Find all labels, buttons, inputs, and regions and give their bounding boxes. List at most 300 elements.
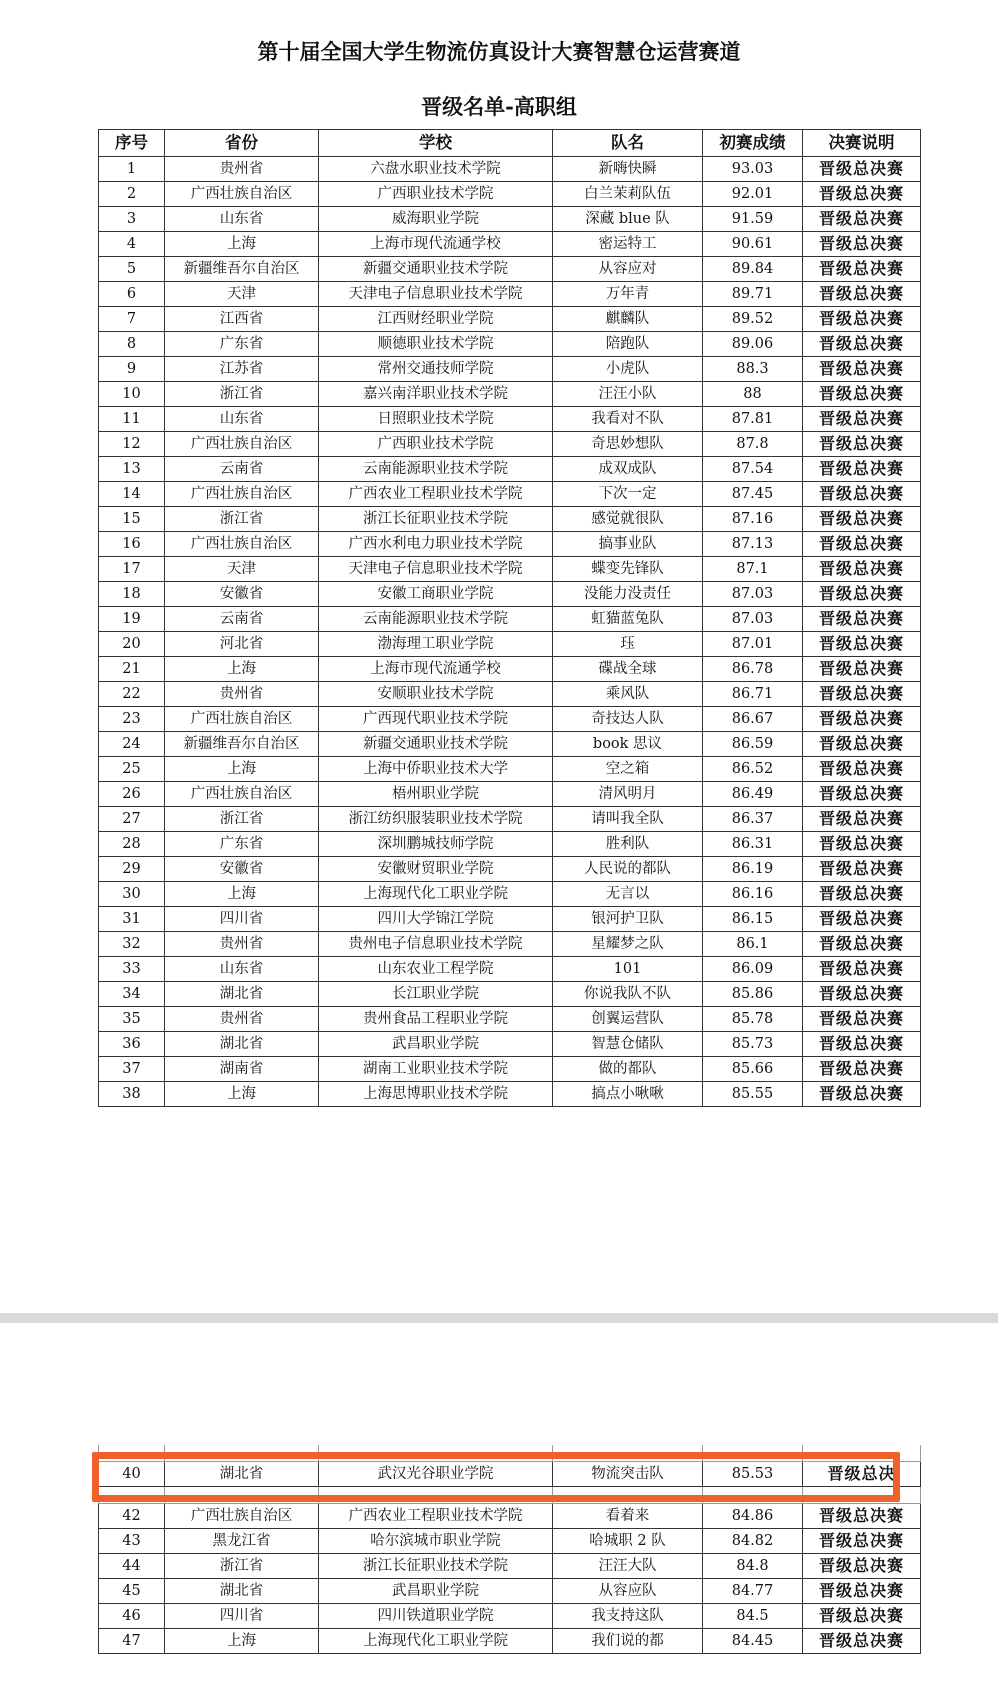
cell-province: 湖北省 <box>165 1462 319 1487</box>
cell-score: 86.71 <box>703 682 803 707</box>
cell-index: 40 <box>99 1462 165 1487</box>
cell-score: 86.09 <box>703 957 803 982</box>
cell-result: 晋级总决赛 <box>803 1579 921 1604</box>
cell-team: 新嗨快瞬 <box>553 157 703 182</box>
cell-team: 做的都队 <box>553 1057 703 1082</box>
cell-team: 珏 <box>553 632 703 657</box>
cell-result: 晋级总决赛 <box>803 657 921 682</box>
table-row <box>99 232 921 257</box>
cell-school: 贵州食品工程职业学院 <box>319 1007 553 1032</box>
cell-school: 武汉光谷职业学院 <box>319 1462 553 1487</box>
cell-province: 黑龙江省 <box>165 1529 319 1554</box>
cell-team: 银河护卫队 <box>553 907 703 932</box>
table-row <box>99 357 921 382</box>
cell-province: 广西壮族自治区 <box>165 707 319 732</box>
cell-province: 上海 <box>165 1629 319 1654</box>
cell-score: 85.73 <box>703 1032 803 1057</box>
cell-score: 85.86 <box>703 982 803 1007</box>
cell-province: 安徽省 <box>165 582 319 607</box>
cell-result: 晋级总决赛 <box>803 257 921 282</box>
cell-team: 你说我队不队 <box>553 982 703 1007</box>
cell-index: 7 <box>99 307 165 332</box>
cell-school: 长江职业学院 <box>319 982 553 1007</box>
cell-index: 22 <box>99 682 165 707</box>
cell-score: 86.59 <box>703 732 803 757</box>
cell-score: 91.59 <box>703 207 803 232</box>
cell-score: 85.78 <box>703 1007 803 1032</box>
cell-result: 晋级总决赛 <box>803 982 921 1007</box>
cell-team: 我支持这队 <box>553 1604 703 1629</box>
cell-team: 密运特工 <box>553 232 703 257</box>
cell-school: 云南能源职业技术学院 <box>319 607 553 632</box>
cell-school: 上海现代化工职业学院 <box>319 1629 553 1654</box>
cell-result: 晋级总决赛 <box>803 807 921 832</box>
cell-province: 四川省 <box>165 907 319 932</box>
cell-school: 安徽财贸职业学院 <box>319 857 553 882</box>
cell-team: 奇思妙想队 <box>553 432 703 457</box>
cell-score: 84.77 <box>703 1579 803 1604</box>
cell-province: 四川省 <box>165 1604 319 1629</box>
cell-score: 86.37 <box>703 807 803 832</box>
table-row <box>99 857 921 882</box>
cell-team: 智慧仓储队 <box>553 1032 703 1057</box>
cell-team: 从容应队 <box>553 1579 703 1604</box>
cell-school: 广西水利电力职业技术学院 <box>319 532 553 557</box>
cell-index: 17 <box>99 557 165 582</box>
cell-province: 贵州省 <box>165 682 319 707</box>
cell-province: 安徽省 <box>165 857 319 882</box>
cell-school: 哈尔滨城市职业学院 <box>319 1529 553 1554</box>
cell-team: 奇技达人队 <box>553 707 703 732</box>
cell-score: 89.06 <box>703 332 803 357</box>
table-row <box>99 882 921 907</box>
cell-team: 搞点小啾啾 <box>553 1082 703 1107</box>
cell-result: 晋级总决赛 <box>803 732 921 757</box>
cell-school: 浙江长征职业技术学院 <box>319 1554 553 1579</box>
cell-result: 晋级总决赛 <box>803 907 921 932</box>
cell-province: 山东省 <box>165 407 319 432</box>
cell-province: 湖北省 <box>165 982 319 1007</box>
cell-province: 广西壮族自治区 <box>165 432 319 457</box>
cell-result: 晋级总决赛 <box>803 682 921 707</box>
cell-result: 晋级总决赛 <box>803 932 921 957</box>
cell-school: 嘉兴南洋职业技术学院 <box>319 382 553 407</box>
cell-score: 87.01 <box>703 632 803 657</box>
cell-province: 山东省 <box>165 957 319 982</box>
cell-team: 我看对不队 <box>553 407 703 432</box>
table-row <box>99 1057 921 1082</box>
cell-school: 新疆交通职业技术学院 <box>319 732 553 757</box>
cell-index: 9 <box>99 357 165 382</box>
table-row <box>99 207 921 232</box>
cell-index: 28 <box>99 832 165 857</box>
cell-score: 85.55 <box>703 1082 803 1107</box>
cell-index: 30 <box>99 882 165 907</box>
table-row <box>99 982 921 1007</box>
cell-team: 101 <box>553 957 703 982</box>
table-row <box>99 432 921 457</box>
cell-result: 晋级总决赛 <box>803 1007 921 1032</box>
cell-team: book 思议 <box>553 732 703 757</box>
cell-result: 晋级总决赛 <box>803 1504 921 1529</box>
cell-province: 天津 <box>165 557 319 582</box>
cell-score: 86.19 <box>703 857 803 882</box>
cell-team: 成双成队 <box>553 457 703 482</box>
table-row <box>99 332 921 357</box>
cell-team: 汪汪大队 <box>553 1554 703 1579</box>
cell-index: 5 <box>99 257 165 282</box>
table-row <box>99 907 921 932</box>
cell-result: 晋级总决赛 <box>803 857 921 882</box>
cell-index: 31 <box>99 907 165 932</box>
cell-score: 89.84 <box>703 257 803 282</box>
cell-province: 河北省 <box>165 632 319 657</box>
cell-province: 浙江省 <box>165 507 319 532</box>
cell-team: 蝶变先锋队 <box>553 557 703 582</box>
cell-school: 云南能源职业技术学院 <box>319 457 553 482</box>
cell-score: 86.1 <box>703 932 803 957</box>
cell-result: 晋级总决赛 <box>803 157 921 182</box>
cell-score: 87.13 <box>703 532 803 557</box>
cell-school: 四川铁道职业学院 <box>319 1604 553 1629</box>
table-row <box>99 1629 921 1654</box>
cell-province: 天津 <box>165 282 319 307</box>
cell-team: 下次一定 <box>553 482 703 507</box>
cell-school: 广西职业技术学院 <box>319 182 553 207</box>
cell-result: 晋级总决赛 <box>803 782 921 807</box>
cell-school: 上海市现代流通学校 <box>319 232 553 257</box>
table-row <box>99 557 921 582</box>
cell-province: 浙江省 <box>165 807 319 832</box>
cell-province: 广西壮族自治区 <box>165 482 319 507</box>
cell-index: 36 <box>99 1032 165 1057</box>
cell-province: 上海 <box>165 757 319 782</box>
cell-team: 请叫我全队 <box>553 807 703 832</box>
cell-index: 24 <box>99 732 165 757</box>
table-row <box>99 1529 921 1554</box>
cell-index: 45 <box>99 1579 165 1604</box>
cell-score: 86.78 <box>703 657 803 682</box>
cell-index: 10 <box>99 382 165 407</box>
cell-school: 贵州电子信息职业技术学院 <box>319 932 553 957</box>
table-row <box>99 1504 921 1529</box>
cell-score: 85.53 <box>703 1462 803 1487</box>
cell-school: 四川大学锦江学院 <box>319 907 553 932</box>
cell-school: 广西现代职业技术学院 <box>319 707 553 732</box>
cell-result: 晋级总决赛 <box>803 557 921 582</box>
cell-school: 天津电子信息职业技术学院 <box>319 557 553 582</box>
cell-index: 2 <box>99 182 165 207</box>
cell-school: 武昌职业学院 <box>319 1579 553 1604</box>
table-row <box>99 282 921 307</box>
cell-result: 晋级总决 <box>803 1462 921 1487</box>
cell-score: 89.71 <box>703 282 803 307</box>
cell-school: 浙江纺织服装职业技术学院 <box>319 807 553 832</box>
highlight-box <box>92 1452 900 1502</box>
cell-team: 虹猫蓝兔队 <box>553 607 703 632</box>
cell-index: 12 <box>99 432 165 457</box>
cell-team: 从容应对 <box>553 257 703 282</box>
cell-result: 晋级总决赛 <box>803 1032 921 1057</box>
table-row <box>99 632 921 657</box>
table-row <box>99 607 921 632</box>
cell-province: 新疆维吾尔自治区 <box>165 732 319 757</box>
cell-school: 浙江长征职业技术学院 <box>319 507 553 532</box>
document-subtitle: 晋级名单-高职组 <box>421 94 577 119</box>
cell-school: 上海思博职业技术学院 <box>319 1082 553 1107</box>
cell-school: 深圳鹏城技师学院 <box>319 832 553 857</box>
table-row <box>99 782 921 807</box>
cell-index: 35 <box>99 1007 165 1032</box>
cell-index: 27 <box>99 807 165 832</box>
table-row <box>99 757 921 782</box>
cell-province: 云南省 <box>165 457 319 482</box>
cell-index: 3 <box>99 207 165 232</box>
document-title: 第十届全国大学生物流仿真设计大赛智慧仓运营赛道 <box>257 39 741 64</box>
cell-score: 88.3 <box>703 357 803 382</box>
table-row <box>99 382 921 407</box>
table-row <box>99 157 921 182</box>
cell-result: 晋级总决赛 <box>803 707 921 732</box>
cell-result: 晋级总决赛 <box>803 1057 921 1082</box>
cell-result: 晋级总决赛 <box>803 382 921 407</box>
cell-score: 87.8 <box>703 432 803 457</box>
cell-school: 安徽工商职业学院 <box>319 582 553 607</box>
cell-team: 碟战全球 <box>553 657 703 682</box>
table-row <box>99 507 921 532</box>
cell-team: 胜利队 <box>553 832 703 857</box>
cell-index: 26 <box>99 782 165 807</box>
table-row <box>99 832 921 857</box>
cell-school: 威海职业学院 <box>319 207 553 232</box>
ranking-table <box>98 129 921 1107</box>
table-row <box>99 407 921 432</box>
cell-result: 晋级总决赛 <box>803 1604 921 1629</box>
cell-score: 90.61 <box>703 232 803 257</box>
cell-score: 86.52 <box>703 757 803 782</box>
cell-index: 32 <box>99 932 165 957</box>
cell-result: 晋级总决赛 <box>803 532 921 557</box>
cell-result: 晋级总决赛 <box>803 582 921 607</box>
cell-province: 广西壮族自治区 <box>165 782 319 807</box>
cell-result: 晋级总决赛 <box>803 432 921 457</box>
cell-team: 汪汪小队 <box>553 382 703 407</box>
cell-team: 万年青 <box>553 282 703 307</box>
table-row <box>99 482 921 507</box>
cell-score: 93.03 <box>703 157 803 182</box>
cell-school: 常州交通技师学院 <box>319 357 553 382</box>
cell-score: 86.16 <box>703 882 803 907</box>
cell-team: 没能力没责任 <box>553 582 703 607</box>
cell-result: 晋级总决赛 <box>803 407 921 432</box>
cell-result: 晋级总决赛 <box>803 1554 921 1579</box>
cell-school: 日照职业技术学院 <box>319 407 553 432</box>
cell-team: 物流突击队 <box>553 1462 703 1487</box>
cell-index: 25 <box>99 757 165 782</box>
cell-team: 陪跑队 <box>553 332 703 357</box>
cell-index: 16 <box>99 532 165 557</box>
cell-index: 33 <box>99 957 165 982</box>
cell-result: 晋级总决赛 <box>803 457 921 482</box>
cell-index: 37 <box>99 1057 165 1082</box>
cell-team: 我们说的都 <box>553 1629 703 1654</box>
cell-team: 乘风队 <box>553 682 703 707</box>
cell-result: 晋级总决赛 <box>803 1082 921 1107</box>
cell-school: 渤海理工职业学院 <box>319 632 553 657</box>
cell-index: 29 <box>99 857 165 882</box>
cell-team: 清风明月 <box>553 782 703 807</box>
cell-team: 感觉就很队 <box>553 507 703 532</box>
table-row <box>99 1032 921 1057</box>
cell-score: 84.45 <box>703 1629 803 1654</box>
cell-school: 六盘水职业技术学院 <box>319 157 553 182</box>
cell-score: 84.5 <box>703 1604 803 1629</box>
cell-team: 小虎队 <box>553 357 703 382</box>
cell-province: 江苏省 <box>165 357 319 382</box>
cell-province: 上海 <box>165 882 319 907</box>
cell-result: 晋级总决赛 <box>803 632 921 657</box>
table-row <box>99 582 921 607</box>
cell-result: 晋级总决赛 <box>803 232 921 257</box>
header-province: 省份 <box>165 130 319 157</box>
header-score: 初赛成绩 <box>703 130 803 157</box>
header-index: 序号 <box>99 130 165 157</box>
cell-school: 山东农业工程学院 <box>319 957 553 982</box>
cell-index: 20 <box>99 632 165 657</box>
header-team: 队名 <box>553 130 703 157</box>
table-row <box>99 532 921 557</box>
cell-index: 11 <box>99 407 165 432</box>
table-row <box>99 932 921 957</box>
cell-result: 晋级总决赛 <box>803 507 921 532</box>
cell-team: 创翼运营队 <box>553 1007 703 1032</box>
table-row <box>99 957 921 982</box>
cell-index: 8 <box>99 332 165 357</box>
cell-team: 空之箱 <box>553 757 703 782</box>
cell-result: 晋级总决赛 <box>803 182 921 207</box>
cell-score: 87.1 <box>703 557 803 582</box>
cell-province: 浙江省 <box>165 1554 319 1579</box>
cell-result: 晋级总决赛 <box>803 282 921 307</box>
cell-result: 晋级总决赛 <box>803 1529 921 1554</box>
cell-team: 深藏 blue 队 <box>553 207 703 232</box>
cell-team: 无言以 <box>553 882 703 907</box>
cell-school: 广西职业技术学院 <box>319 432 553 457</box>
cell-team: 哈城职 2 队 <box>553 1529 703 1554</box>
cell-province: 浙江省 <box>165 382 319 407</box>
cell-province: 上海 <box>165 1082 319 1107</box>
cell-province: 广西壮族自治区 <box>165 1504 319 1529</box>
cell-team: 人民说的都队 <box>553 857 703 882</box>
cell-province: 湖南省 <box>165 1057 319 1082</box>
cell-school: 梧州职业学院 <box>319 782 553 807</box>
cell-province: 山东省 <box>165 207 319 232</box>
table-row <box>99 1007 921 1032</box>
cell-province: 湖北省 <box>165 1032 319 1057</box>
table-row <box>99 457 921 482</box>
cell-result: 晋级总决赛 <box>803 1629 921 1654</box>
cell-index: 6 <box>99 282 165 307</box>
cell-province: 上海 <box>165 657 319 682</box>
cell-score: 92.01 <box>703 182 803 207</box>
table-row <box>99 257 921 282</box>
header-result: 决赛说明 <box>803 130 921 157</box>
cell-result: 晋级总决赛 <box>803 607 921 632</box>
cell-result: 晋级总决赛 <box>803 832 921 857</box>
cell-province: 江西省 <box>165 307 319 332</box>
cell-result: 晋级总决赛 <box>803 882 921 907</box>
cell-score: 88 <box>703 382 803 407</box>
cell-team: 看着来 <box>553 1504 703 1529</box>
table-row <box>99 307 921 332</box>
cell-index: 15 <box>99 507 165 532</box>
cell-score: 84.82 <box>703 1529 803 1554</box>
cell-score: 86.31 <box>703 832 803 857</box>
cell-index: 42 <box>99 1504 165 1529</box>
table-header-row <box>99 130 921 157</box>
cell-index: 43 <box>99 1529 165 1554</box>
cell-score: 87.45 <box>703 482 803 507</box>
cell-school: 顺德职业技术学院 <box>319 332 553 357</box>
cell-school: 天津电子信息职业技术学院 <box>319 282 553 307</box>
cell-province: 云南省 <box>165 607 319 632</box>
cell-score: 86.67 <box>703 707 803 732</box>
table-row <box>99 1604 921 1629</box>
table-row <box>99 807 921 832</box>
cell-province: 新疆维吾尔自治区 <box>165 257 319 282</box>
cell-province: 贵州省 <box>165 932 319 957</box>
cell-school: 新疆交通职业技术学院 <box>319 257 553 282</box>
cell-score: 87.03 <box>703 607 803 632</box>
cell-school: 武昌职业学院 <box>319 1032 553 1057</box>
cell-province: 上海 <box>165 232 319 257</box>
cell-index: 47 <box>99 1629 165 1654</box>
cell-team: 星耀梦之队 <box>553 932 703 957</box>
cell-result: 晋级总决赛 <box>803 957 921 982</box>
cell-score: 84.86 <box>703 1504 803 1529</box>
cell-province: 湖北省 <box>165 1579 319 1604</box>
cell-result: 晋级总决赛 <box>803 757 921 782</box>
cell-score: 86.49 <box>703 782 803 807</box>
cell-index: 34 <box>99 982 165 1007</box>
cell-index: 21 <box>99 657 165 682</box>
table-row <box>99 1579 921 1604</box>
cell-index: 46 <box>99 1604 165 1629</box>
cell-index: 38 <box>99 1082 165 1107</box>
cell-result: 晋级总决赛 <box>803 482 921 507</box>
cell-school: 上海现代化工职业学院 <box>319 882 553 907</box>
table-row <box>99 182 921 207</box>
cell-index: 18 <box>99 582 165 607</box>
cell-index: 4 <box>99 232 165 257</box>
page-divider <box>0 1313 998 1323</box>
cell-index: 23 <box>99 707 165 732</box>
cell-score: 84.8 <box>703 1554 803 1579</box>
cell-school: 上海市现代流通学校 <box>319 657 553 682</box>
cell-score: 85.66 <box>703 1057 803 1082</box>
cell-school: 广西农业工程职业技术学院 <box>319 1504 553 1529</box>
cell-school: 安顺职业技术学院 <box>319 682 553 707</box>
cell-score: 87.81 <box>703 407 803 432</box>
table-row <box>99 657 921 682</box>
cell-result: 晋级总决赛 <box>803 307 921 332</box>
cell-score: 87.16 <box>703 507 803 532</box>
cell-index: 19 <box>99 607 165 632</box>
cell-school: 江西财经职业学院 <box>319 307 553 332</box>
cell-province: 广西壮族自治区 <box>165 532 319 557</box>
cell-province: 广东省 <box>165 332 319 357</box>
cell-index: 1 <box>99 157 165 182</box>
